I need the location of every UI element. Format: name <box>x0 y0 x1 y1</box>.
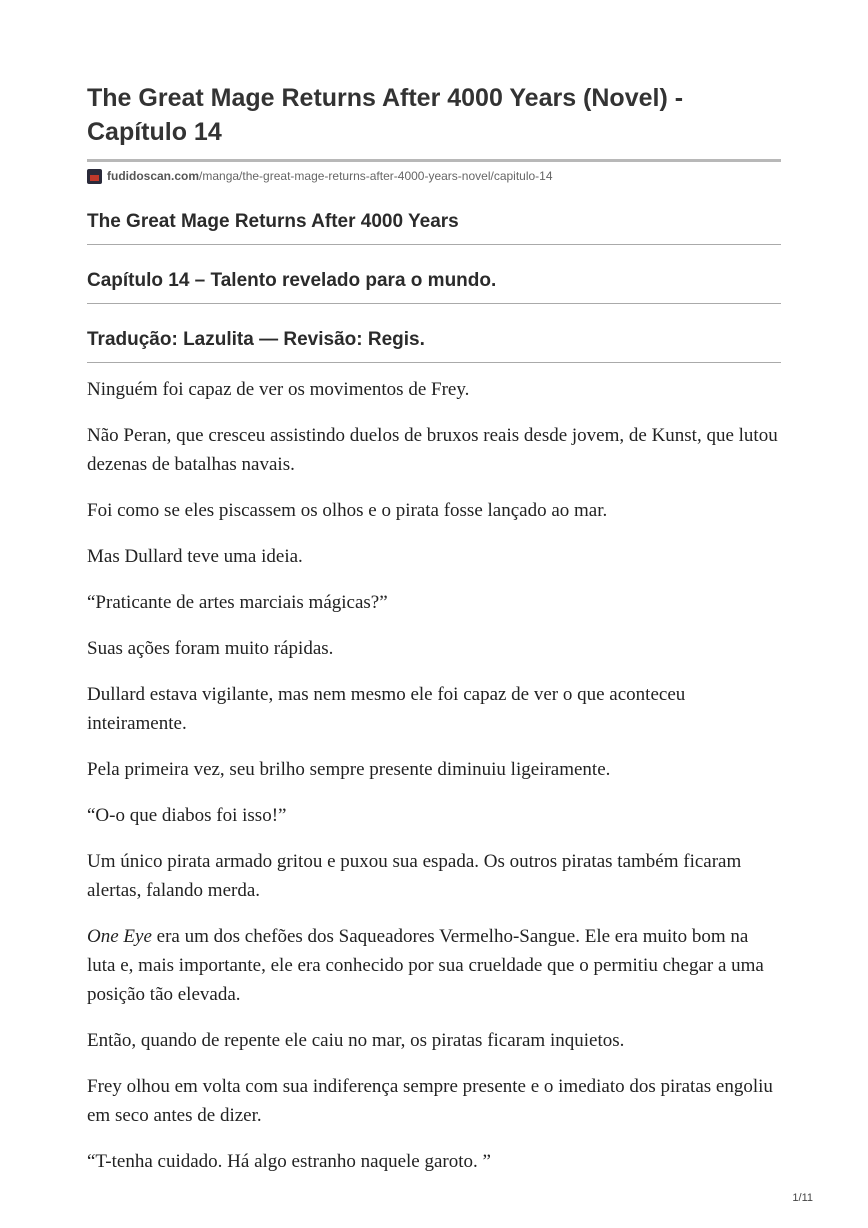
series-divider <box>87 244 781 245</box>
chapter-body <box>87 375 781 1176</box>
paragraph: Foi como se eles piscassem os olhos e o pirata fosse lançado ao mar. <box>87 500 608 521</box>
source-path[interactable]: /manga/the-great-mage-returns-after-4000-years-novel/capitulo-14 <box>199 169 553 183</box>
paragraph: Então, quando de repente ele caiu no mar, os piratas ficaram inquietos. <box>87 1030 625 1051</box>
page-number: 1/11 <box>792 1192 813 1204</box>
paragraph: Ninguém foi capaz de ver os movimentos de Frey. <box>87 379 470 400</box>
paragraph: “T-tenha cuidado. Há algo estranho naquele garoto. ” <box>87 1151 491 1172</box>
paragraph: Não Peran, que cresceu assistindo duelos de bruxos reais desde jovem, de Kunst, que lutou dezenas de batalhas navais. <box>87 425 778 475</box>
source-domain[interactable]: fudidoscan.com <box>107 169 200 183</box>
paragraph: “Praticante de artes marciais mágicas?” <box>87 592 388 613</box>
credits-heading: Tradução: Lazulita — Revisão: Regis. <box>87 329 425 350</box>
paragraph: Um único pirata armado gritou e puxou sua espada. Os outros piratas também ficaram alertas, falando merda. <box>87 851 742 901</box>
paragraph: Mas Dullard teve uma ideia. <box>87 546 303 567</box>
paragraph: Frey olhou em volta com sua indiferença sempre presente e o imediato dos piratas engoliu em seco antes de dizer. <box>87 1076 773 1126</box>
site-favicon-icon <box>87 169 102 184</box>
chapter-heading: Capítulo 14 – Talento revelado para o mundo. <box>87 270 497 291</box>
paragraph: Suas ações foram muito rápidas. <box>87 638 334 659</box>
credits-divider <box>87 362 781 363</box>
emphasis-name: One Eye <box>87 926 152 947</box>
document-page <box>87 81 781 1193</box>
source-line <box>87 168 781 184</box>
paragraph-rest: era um dos chefões dos Saqueadores Vermelho-Sangue. Ele era muito bom na luta e, mais importante, ele era conhecido por sua crueldade que o permitiu chegar a uma posição tão elevada. <box>87 926 764 1005</box>
chapter-divider <box>87 303 781 304</box>
title-divider <box>87 159 781 162</box>
paragraph: “O-o que diabos foi isso!” <box>87 805 287 826</box>
paragraph: Dullard estava vigilante, mas nem mesmo ele foi capaz de ver o que aconteceu inteiramente. <box>87 684 686 734</box>
page-title: The Great Mage Returns After 4000 Years (Novel) - Capítulo 14 <box>87 84 684 146</box>
paragraph: Pela primeira vez, seu brilho sempre presente diminuiu ligeiramente. <box>87 759 611 780</box>
series-heading: The Great Mage Returns After 4000 Years <box>87 211 459 232</box>
paragraph <box>87 922 781 1009</box>
